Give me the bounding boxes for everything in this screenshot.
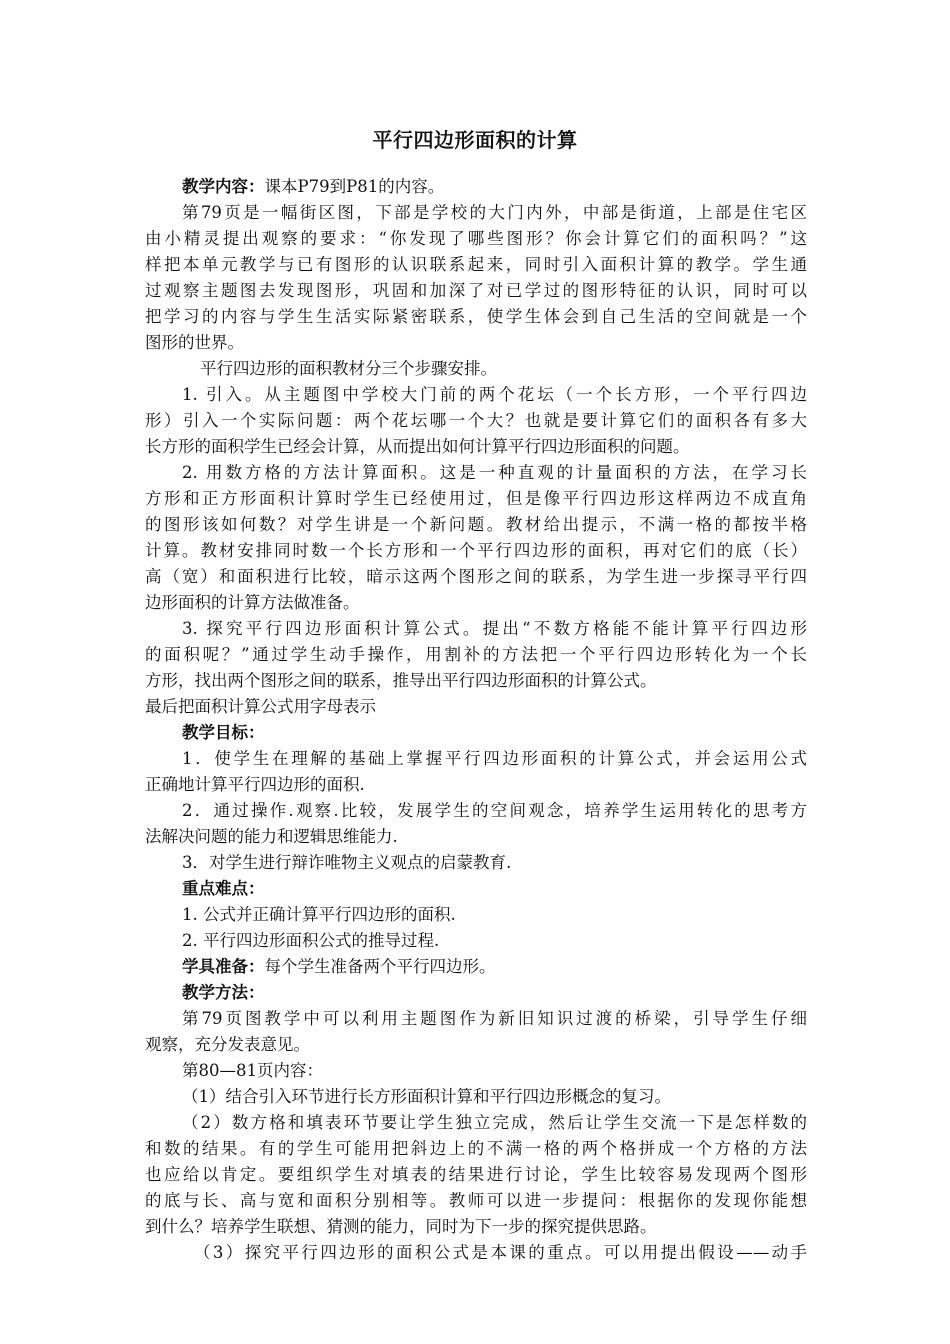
formula-note: 最后把面积计算公式用字母表示 [145,697,376,716]
intro-line: 第79页是一幅街区图，下部是学校的大门内外，中部是街道，上部是住宅区 [182,203,807,222]
tools-text: 每个学生准备两个平行四边形。 [264,957,496,976]
method-line: （2）数方格和填表环节要让学生独立完成，然后让学生交流一下是怎样数的 [182,1113,807,1132]
step2-line: 的图形该如何数？对学生讲是一个新问题。教材给出提示，不满一格的都按半格 [145,515,807,534]
step3-line: 方形，找出两个图形之间的联系，推导出平行四边形面积的计算公式。 [145,671,657,690]
step2-line: 边形面积的计算方法做准备。 [145,593,360,612]
key-line: 2. 平行四边形面积公式的推导过程. [182,931,440,950]
step2-line: 计算。教材安排同时数一个长方形和一个平行四边形的面积，再对它们的底（长） [145,541,807,560]
method-line: 第79页图教学中可以利用主题图作为新旧知识过渡的桥梁，引导学生仔细 [182,1009,807,1028]
goals-heading: 教学目标： [182,723,265,742]
method-line: 到什么？培养学生联想、猜测的能力，同时为下一步的探究提供思路。 [145,1217,657,1236]
step1-line: 1. 引入。从主题图中学校大门前的两个花坛（一个长方形，一个平行四边 [182,385,807,404]
step2-line: 2. 用数方格的方法计算面积。这是一种直观的计量面积的方法，在学习长 [182,463,807,482]
arrangement-line: 平行四边形的面积教材分三个步骤安排。 [200,359,497,378]
step1-line: 长方形的面积学生已经会计算，从而提出如何计算平行四边形面积的问题。 [145,437,690,456]
method-line: 也应给以肯定。要组织学生对填表的结果进行讨论，学生比较容易发现两个图形 [145,1165,807,1184]
method-line: （1）结合引入环节进行长方形面积计算和平行四边形概念的复习。 [182,1087,671,1106]
method-line: 观察，充分发表意见。 [145,1035,310,1054]
method-line: 的底与长、高与宽和面积分别相等。教师可以进一步提问：根据你的发现你能想 [145,1191,807,1210]
method-line: 第80—81页内容： [182,1061,323,1080]
page-title: 平行四边形面积的计算 [372,128,578,152]
intro-line: 把学习的内容与学生生活实际紧密联系，使学生体会到自己生活的空间就是一个 [145,307,807,326]
tools-label: 学具准备： [182,957,265,976]
step3-line: 3. 探究平行四边形面积计算公式。提出“不数方格能不能计算平行四边形 [182,619,807,638]
tools-line [182,954,807,980]
content-line [145,174,807,200]
method-line: 和数的结果。有的学生可能用把斜边上的不满一格的两个格拼成一个方格的方法 [145,1139,807,1158]
step2-line: 高（宽）和面积进行比较，暗示这两个图形之间的联系，为学生进一步探寻平行四 [145,567,807,586]
content-text: 课本P79到P81的内容。 [264,177,445,196]
step2-line: 方形和正方形面积计算时学生已经使用过，但是像平行四边形这样两边不成直角 [145,489,807,508]
goals-line: 1．使学生在理解的基础上掌握平行四边形面积的计算公式，并会运用公式 [182,749,807,768]
intro-line: 由小精灵提出观察的要求：“你发现了哪些图形？你会计算它们的面积吗？”这 [145,229,807,248]
step1-line: 形）引入一个实际问题：两个花坛哪一个大？也就是要计算它们的面积各有多大 [145,411,807,430]
content-label: 教学内容： [182,177,265,196]
method-line: （3）探究平行四边形的面积公式是本课的重点。可以用提出假设——动手 [194,1243,807,1262]
goals-line: 2．通过操作.观察.比较，发展学生的空间观念，培养学生运用转化的思考方 [182,801,807,820]
intro-line: 图形的世界。 [145,333,244,352]
goals-line: 3．对学生进行辩诈唯物主义观点的启蒙教育. [182,853,512,872]
key-heading: 重点难点： [182,879,265,898]
key-line: 1. 公式并正确计算平行四边形的面积. [182,905,456,924]
step3-line: 的面积呢？”通过学生动手操作，用割补的方法把一个平行四边形转化为一个长 [145,645,807,664]
goals-line: 正确地计算平行四边形的面积. [145,775,365,794]
method-heading: 教学方法： [182,983,265,1002]
intro-line: 过观察主题图去发现图形，巩固和加深了对已学过的图形特征的认识，同时可以 [145,281,807,300]
goals-line: 法解决问题的能力和逻辑思维能力. [145,827,398,846]
intro-line: 样把本单元教学与已有图形的认识联系起来，同时引入面积计算的教学。学生通 [145,255,807,274]
